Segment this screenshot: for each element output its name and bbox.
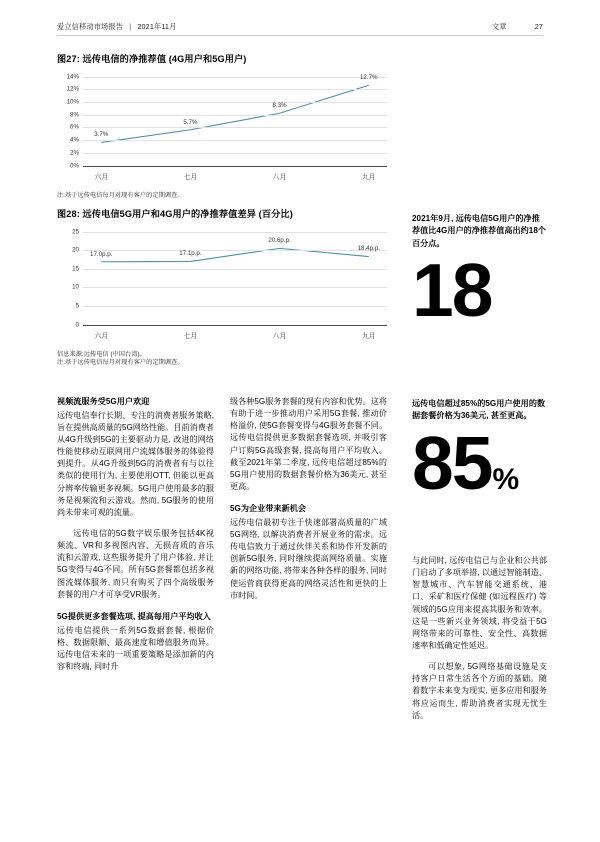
running-header [57,22,543,32]
x-axis-tick-label: 九月 [361,173,376,181]
x-axis-tick-label: 八月 [272,332,287,340]
header-date: 2021年11月 [137,22,177,31]
col3-spacer-1 [412,652,547,661]
data-point-label: 3.7% [94,131,109,139]
y-axis-tick-label: 10% [66,98,79,106]
y-axis-tick-label: 0 [75,321,79,328]
gridline [83,232,387,233]
callout-85 [412,398,547,505]
x-axis-tick-label: 七月 [183,173,198,181]
x-axis-tick-label: 九月 [361,332,376,340]
y-axis-tick-label: 6% [70,123,79,131]
page-number: 27 [534,22,543,31]
callout-18-value: 18 [412,247,492,332]
figure-28-axes [72,228,387,340]
col3-paragraph-1: 与此同时, 远传电信已与企业和公共部门启动了多项举措, 以通过智能制造、智慧城市、汽车智能交通系统、港口、采矿和医疗保健 (如远程医疗) 等领域的5G应用来提高其服务和效率。这是一些新兴业务领域, 将受益于5G网络带来的可靠性、安全性、高数据速率和低确定性延迟。 [412,556,547,650]
x-axis-tick-label: 八月 [272,173,287,181]
y-axis-tick-label: 4% [70,136,79,144]
callout-85-value: 85 [412,420,492,505]
y-axis-tick-label: 20 [72,246,79,254]
header-separator: | [129,22,132,31]
gridline [83,306,387,307]
header-publication: 爱立信移动市场报告 [57,22,124,31]
data-point-label: 12.7% [359,74,378,82]
figure-27-title: 图27: 远传电信的净推荐值 (4G用户和5G用户) [57,54,247,64]
figure-27-note [57,192,387,201]
figure-28 [57,209,387,368]
header-right-group [492,22,543,32]
gridline [83,77,387,78]
callout-18 [412,213,547,332]
figure-27-note-text: 注:基于远传电信每月对现有客户的定期调查。 [57,191,184,199]
article-column-2 [230,396,387,602]
data-point-label: 20.6p.p. [268,237,291,245]
col2-heading-1: 5G为企业带来新机会 [230,504,307,514]
figure-28-note [57,351,387,369]
gridline [83,115,387,116]
gridline [83,89,387,90]
callout-18-text: 2021年9月, 远传电信5G用户的净推荐值比4G用户的净推荐值高出约18个百分点。 [412,214,547,248]
col1-paragraph-1: 远传电信奉行长期、专注的消费者服务策略, 旨在提供高质量的5G网络性能。目前消费者从4G升级到5G的主要驱动力是, 改进的网络性能使移动互联网用户流媒体服务的体验得到提升。从4G升级到5G的消费者有与以往类似的使用行为, 主要使用OTT, 但能以更高分辨率传输更多视频。5G用户使用最多的服务是视频流和云游戏。然而, 5G服务的使用尚未带来可观的流量。 [57,410,214,517]
gridline [83,269,387,270]
header-divider [57,35,543,36]
y-axis-tick-label: 15 [72,265,79,273]
callout-85-unit: % [492,462,519,496]
x-axis-tick-label: 六月 [94,332,109,340]
col2-spacer-1 [230,493,387,503]
gridline [83,140,387,141]
gridline [83,102,387,103]
y-axis-tick-label: 25 [72,228,79,235]
data-point-label: 5.7% [183,118,198,126]
figure-28-plot-area [57,228,387,344]
header-publication-group [57,22,492,32]
figure-28-line [83,232,387,325]
y-axis-tick-label: 14% [66,73,79,80]
col2-paragraph-1: 级各种5G服务套餐的现有内容和优势。这将有助于进一步推动用户采用5G套餐, 推动价格溢价, 使5G套餐变得与4G服务套餐不同。远传电信提供更多数据套餐选项, 并吸引客户订购5G高级套餐, 提高每用户平均收入。截至2021年第二季度, 远传电信超过85%的5G用户使用的数据套餐价格为36美元, 甚至更高。 [230,397,387,491]
article-column-1 [57,396,214,673]
gridline [83,250,387,251]
col1-heading-1: 视频流服务受5G用户欢迎 [57,397,150,406]
figure-27-axes [66,73,387,181]
col1-paragraph-2: 远传电信的5G数字娱乐服务包括4K视频流、VR和多视图内容、无损音质的音乐流和云游戏, 这些服务提升了用户体验, 并让5G变得与4G不同。所有5G套餐都包括多视图流媒体服务, 而只有购买了四个高级服务套餐的用户才可享受VR服务。 [57,529,214,599]
figure-27 [57,54,387,200]
figure-28-title: 图28: 远传电信5G用户和4G用户的净推荐值差异 (百分比) [57,209,293,219]
callout-18-number [412,247,547,332]
data-point-label: 18.4p.p. [357,245,380,253]
gridline [83,287,387,288]
figure-27-plot-area [57,73,387,185]
callout-85-number [412,420,547,505]
header-section: 文章 [492,22,507,31]
y-axis-tick-label: 8% [70,111,79,119]
col1-spacer-2 [57,601,214,611]
gridline [83,153,387,154]
col3-paragraph-2: 可以想象, 5G网络基础设施是支持客户日常生活各个方面的基础。随着数字未来变为现实, 更多应用和服务将应运而生, 帮助消费者实现无忧生活。 [412,662,547,720]
y-axis-tick-label: 5 [75,302,79,310]
col1-heading-2: 5G提供更多套餐选项, 提高每用户平均收入 [57,611,211,621]
y-axis-tick-label: 10 [72,283,79,291]
figure-28-source: 信息来源:远传电信 (中国台湾)。 [57,350,146,358]
callout-85-text: 远传电信超过85%的5G用户使用的数据套餐价格为36美元, 甚至更高。 [412,399,546,421]
x-axis-tick-label: 七月 [183,332,198,340]
gridline [83,127,387,128]
x-axis-tick-label: 六月 [94,173,109,181]
col1-paragraph-3: 远传电信提供一系列5G数据套餐, 根据价格、数据限额、最高速度和增值服务而异。远传电信未来的一项重要策略是添加新的内容和终端, 同时升 [57,625,214,671]
data-point-label: 17.1p.p. [179,250,202,258]
y-axis-tick-label: 12% [66,85,79,93]
data-point-label: 17.0p.p. [90,250,113,258]
y-axis-tick-label: 2% [70,149,79,157]
figure-28-note-text: 注:基于远传电信每月对现有客户的定期调查。 [57,359,184,367]
article-column-3 [412,555,547,722]
y-axis-tick-label: 0% [70,162,79,169]
data-point-label: 8.3% [272,102,287,110]
col1-spacer-1 [57,519,214,528]
col2-paragraph-2: 远传电信最初专注于快速部署高质量的广域5G网络, 以解决消费者开展业务的需求。远传电信致力于通过伙伴关系和协作开发新的创新5G服务, 同时继续提高网络质量。实施新的网络功能, 将带来各种各样的服务, 同时使运营商获得更高的网络灵活性和更快的上市时间。 [230,517,387,600]
